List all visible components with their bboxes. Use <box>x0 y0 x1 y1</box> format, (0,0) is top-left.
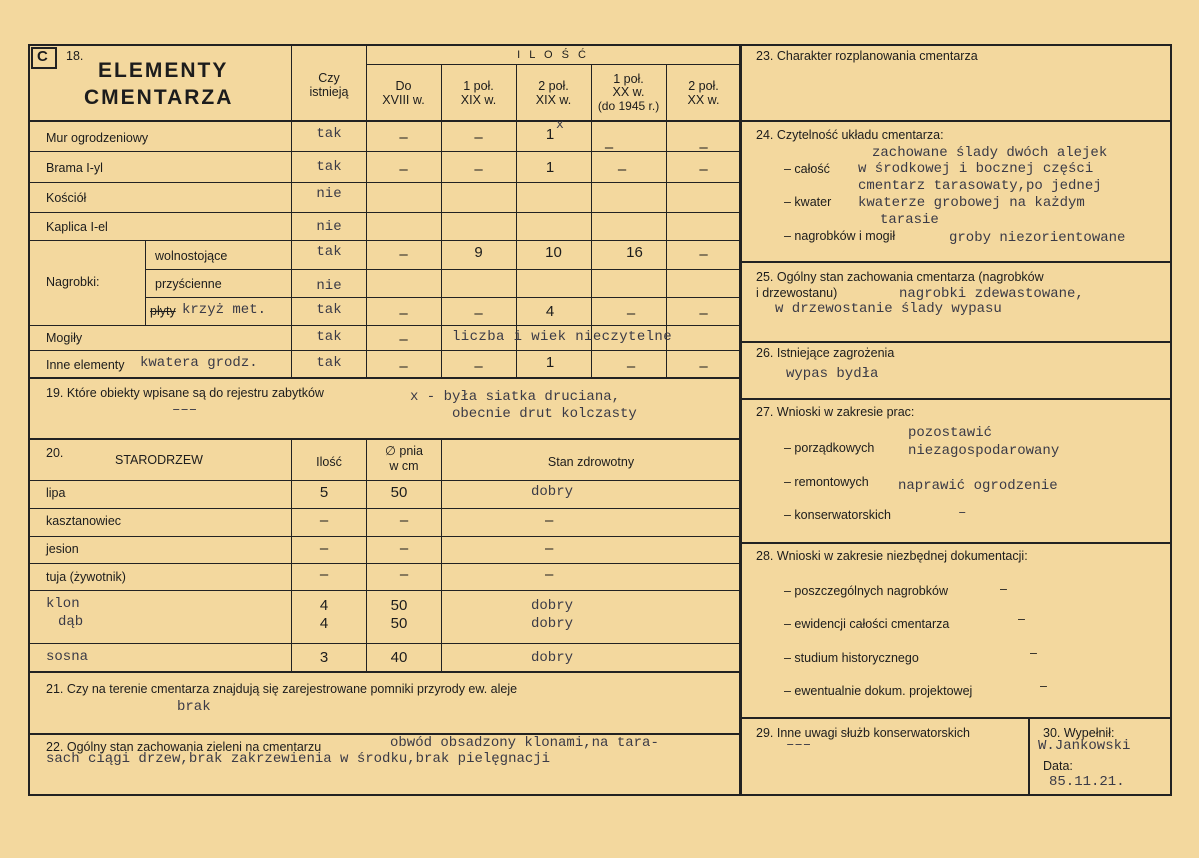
tree-count-kasztanowiec: – <box>319 512 329 529</box>
row-line <box>145 269 740 270</box>
exists-plyty: tak <box>316 302 342 318</box>
section-30-name: W.Jankowski <box>1038 738 1131 754</box>
nagrobki-divider <box>145 240 146 325</box>
tree-diam-lipa: 50 <box>390 484 408 501</box>
section-19-label: 19. Które obiekty wpisane są do rejestru zabytków <box>46 386 324 400</box>
section-30-date-label: Data: <box>1043 759 1073 773</box>
tree-name-tuja: tuja (żywotnik) <box>46 570 126 584</box>
tree-state-sosna: dobry <box>531 650 574 666</box>
val-wolnostojace-3: 10 <box>545 244 562 261</box>
val-wolnostojace-5: – <box>699 246 708 263</box>
val-plyty-2: – <box>474 305 483 322</box>
tree-count-lipa: 5 <box>319 484 329 501</box>
exists-brama: tak <box>316 159 342 175</box>
tree-count-dab: 4 <box>319 615 329 632</box>
s28-item-2: – ewidencji całości cmentarza <box>784 617 950 631</box>
val-wolnostojace-1: – <box>399 246 408 263</box>
exists-wolnostojace: tak <box>316 244 342 260</box>
tree-state-tuja: – <box>545 566 554 583</box>
s28-item-4: – ewentualnie dokum. projektowej <box>784 684 973 698</box>
right-line-4 <box>740 398 1172 400</box>
exists-kaplica: nie <box>316 219 342 235</box>
s24-item-calosc: – całość <box>784 162 830 176</box>
tree-name-sosna: sosna <box>46 649 89 665</box>
row-label-wolnostojace: wolnostojące <box>155 249 228 263</box>
tree-name-lipa: lipa <box>46 486 66 500</box>
val-inne-2: – <box>474 358 483 375</box>
section-22-value-1: obwód obsadzony klonami,na tara- <box>390 735 659 751</box>
s27-typed-2: niezagospodarowany <box>908 443 1060 459</box>
val-mur-2: – <box>474 129 483 146</box>
s24-typed-5: tarasie <box>880 212 939 228</box>
section-25-label-2: i drzewostanu) <box>756 286 838 300</box>
section-25-typed-1: nagrobki zdewastowane, <box>899 286 1084 302</box>
section-30-label: 30. Wypełnił: <box>1043 726 1115 740</box>
tree-count-tuja: – <box>319 566 329 583</box>
section-23-label: 23. Charakter rozplanowania cmentarza <box>756 49 978 63</box>
s20-col-state-label: Stan zdrowotny <box>547 455 635 469</box>
tree-count-klon: 4 <box>319 597 329 614</box>
tree-name-jesion: jesion <box>46 542 79 556</box>
tree-state-kasztanowiec: – <box>545 512 554 529</box>
col-line-p2 <box>441 65 442 377</box>
val-inne-3: 1 <box>545 354 555 371</box>
tree-name-dab: dąb <box>58 614 84 630</box>
val-wolnostojace-4: 16 <box>626 244 643 261</box>
s28-dash-3: – <box>1030 646 1037 660</box>
s24-item-kwater: – kwater <box>784 195 832 209</box>
s27-item-konserwatorskich: – konserwatorskich <box>784 508 891 522</box>
row-label-kaplica: Kaplica I-el <box>46 220 108 234</box>
period-header-1-l1: Do <box>395 79 412 93</box>
col-exists-label-2: istnieją <box>309 85 349 99</box>
section-21-label: 21. Czy na terenie cmentarza znajdują się zarejestrowane pomniki przyrody ew. aleje <box>46 682 518 696</box>
row-label-mur: Mur ogrodzeniowy <box>46 131 149 145</box>
section-22-label: 22. Ogólny stan zachowania zieleni na cmentarzu <box>46 740 322 754</box>
val-mur-1: – <box>399 129 408 146</box>
row-line <box>145 297 740 298</box>
section-30-date: 85.11.21. <box>1049 774 1125 790</box>
s20-col-count-label: Ilość <box>316 455 342 469</box>
period-header-1-l2: XVIII w. <box>382 93 425 107</box>
s20-col-diam-label-2: w cm <box>389 459 419 473</box>
s20-col-state <box>441 439 442 671</box>
tree-diam-jesion: – <box>399 540 409 557</box>
val-brama-2: – <box>474 161 483 178</box>
tree-state-klon: dobry <box>531 598 574 614</box>
section-24-label: 24. Czytelność układu cmentarza: <box>756 128 944 142</box>
row-label-brama: Brama I-yl <box>46 161 103 175</box>
s24-typed-1: zachowane ślady dwóch alejek <box>872 145 1108 161</box>
section-25-typed-2: w drzewostanie ślady wypasu <box>775 301 1002 317</box>
s27-typed-1: pozostawić <box>908 425 993 441</box>
section-20-title: STARODRZEW <box>115 453 203 467</box>
exists-kosciol: nie <box>316 186 342 202</box>
section-22-value-2: sach ciągi drzew,brak zakrzewienia w środku,brak pielęgnacji <box>46 751 551 767</box>
val-brama-3: 1 <box>545 159 555 176</box>
exists-przyscienne: nie <box>316 278 342 294</box>
row-label-plyty-typed: krzyż met. <box>182 302 267 318</box>
s27-item-porzadkowych: – porządkowych <box>784 441 875 455</box>
s20-bottom <box>28 671 740 673</box>
right-line-5 <box>740 542 1172 544</box>
s20-row-line <box>28 508 740 509</box>
tree-diam-klon: 50 <box>390 597 408 614</box>
period-header-5-l2: XX w. <box>687 93 720 107</box>
val-inne-4: – <box>626 358 636 375</box>
period-header-2-l2: XIX w. <box>460 93 497 107</box>
s29-s30-divider <box>1028 717 1030 795</box>
s20-row-line <box>28 536 740 537</box>
section-19-bottom <box>28 438 740 440</box>
s27-typed-4: – <box>958 505 967 521</box>
section-20-number: 20. <box>46 446 64 460</box>
row-line <box>28 212 740 213</box>
letter-box-text: C <box>37 48 48 65</box>
s24-typed-4: kwaterze grobowej na każdym <box>858 195 1085 211</box>
row-line <box>28 377 740 379</box>
s27-typed-3: naprawić ogrodzenie <box>898 478 1058 494</box>
row-line <box>28 350 740 351</box>
val-plyty-3: 4 <box>545 303 555 320</box>
period-header-3-l1: 2 poł. <box>538 79 569 93</box>
section-19-note-1: x - była siatka druciana, <box>410 389 621 405</box>
row-label-kosciol: Kościół <box>46 191 87 205</box>
section-29-value: ––– <box>786 737 812 753</box>
val-mur-5: – <box>699 139 708 156</box>
s20-row-line <box>28 563 740 564</box>
row-line <box>28 120 740 122</box>
s20-header-line <box>28 480 740 481</box>
row-label-przyscienne: przyścienne <box>155 277 222 291</box>
mogily-typed-note: liczba i wiek nieczytelne <box>452 329 673 345</box>
val-plyty-5: – <box>699 305 708 322</box>
val-brama-1: – <box>399 161 408 178</box>
section-26-label: 26. Istniejące zagrożenia <box>756 346 895 360</box>
val-inne-5: – <box>699 358 708 375</box>
period-header-2-l1: 1 poł. <box>463 79 494 93</box>
val-wolnostojace-2: 9 <box>474 244 483 261</box>
section-18-title-line2: CMENTARZA <box>84 86 234 109</box>
val-brama-4: – <box>617 161 627 178</box>
row-line <box>28 325 740 326</box>
row-label-plyty: płyty <box>150 304 176 318</box>
section-27-label: 27. Wnioski w zakresie prac: <box>756 405 915 419</box>
row-label-inne-typed: kwatera grodz. <box>140 355 258 371</box>
tree-state-dab: dobry <box>531 616 574 632</box>
s28-dash-2: – <box>1018 612 1025 626</box>
row-line <box>28 240 740 241</box>
exists-inne: tak <box>316 355 342 371</box>
row-line <box>28 151 740 152</box>
right-line-1 <box>740 120 1172 122</box>
s20-row-line <box>28 590 740 591</box>
val-inne-1: – <box>399 358 408 375</box>
section-26-typed: wypas bydła <box>786 366 879 382</box>
row-label-mogily: Mogiły <box>46 331 83 345</box>
s20-row-line <box>28 643 740 644</box>
val-mogily-1: – <box>399 331 408 348</box>
row-label-inne: Inne elementy <box>46 358 125 372</box>
val-brama-5: – <box>699 161 708 178</box>
s20-col-diam-label-1: ∅ pnia <box>385 444 423 458</box>
s24-item-nagrobkow: – nagrobków i mogił <box>784 229 896 243</box>
tree-diam-sosna: 40 <box>390 649 408 666</box>
s24-typed-3: cmentarz tarasowaty,po jednej <box>858 178 1102 194</box>
section-29-label: 29. Inne uwagi służb konserwatorskich <box>756 726 971 740</box>
section-19-note-2: obecnie drut kolczasty <box>452 406 637 422</box>
tree-state-jesion: – <box>545 540 554 557</box>
val-plyty-1: – <box>399 305 408 322</box>
s28-dash-1: – <box>1000 582 1007 596</box>
right-line-3 <box>740 341 1172 343</box>
s24-typed-6: groby niezorientowane <box>949 230 1126 246</box>
tree-diam-dab: 50 <box>390 615 408 632</box>
tree-diam-kasztanowiec: – <box>399 512 409 529</box>
ilosc-underline <box>366 64 740 65</box>
period-header-4-l2: XX w. <box>612 85 645 99</box>
period-header-4-l3: (do 1945 r.) <box>597 99 660 113</box>
period-header-5-l1: 2 poł. <box>688 79 719 93</box>
tree-name-klon: klon <box>46 596 80 612</box>
period-header-4-l1: 1 poł. <box>613 72 644 86</box>
s24-typed-2: w środkowej i bocznej części <box>858 161 1094 177</box>
s28-dash-4: – <box>1040 679 1047 693</box>
tree-diam-tuja: – <box>399 566 409 583</box>
nagrobki-label: Nagrobki: <box>46 275 100 289</box>
ilosc-label: I L O Ś Ć <box>517 49 589 61</box>
tree-name-kasztanowiec: kasztanowiec <box>46 514 122 528</box>
section-25-label-1: 25. Ogólny stan zachowania cmentarza (nagrobków <box>756 270 1044 284</box>
tree-count-jesion: – <box>319 540 329 557</box>
tree-state-lipa: dobry <box>531 484 574 500</box>
val-plyty-4: – <box>626 305 636 322</box>
s28-item-3: – studium historycznego <box>784 651 919 665</box>
section-18-title-line1: ELEMENTY <box>98 59 229 82</box>
val-mur-3-mark: x <box>556 117 564 132</box>
s28-item-1: – poszczególnych nagrobków <box>784 584 948 598</box>
val-mur-4: – <box>604 139 614 156</box>
section-19-value: ––– <box>172 402 198 418</box>
period-header-3-l2: XIX w. <box>535 93 572 107</box>
tree-count-sosna: 3 <box>319 649 329 666</box>
exists-mogily: tak <box>316 329 342 345</box>
col-exists-label-1: Czy <box>318 71 340 85</box>
section-21-value: brak <box>177 699 211 715</box>
right-line-2 <box>740 261 1172 263</box>
row-line <box>28 182 740 183</box>
val-mur-3: 1 <box>545 126 555 143</box>
section-28-label: 28. Wnioski w zakresie niezbędnej dokumentacji: <box>756 549 1028 563</box>
exists-mur: tak <box>316 126 342 142</box>
section-18-number: 18. <box>66 49 84 63</box>
right-line-6 <box>740 717 1172 719</box>
s27-item-remontowych: – remontowych <box>784 475 869 489</box>
